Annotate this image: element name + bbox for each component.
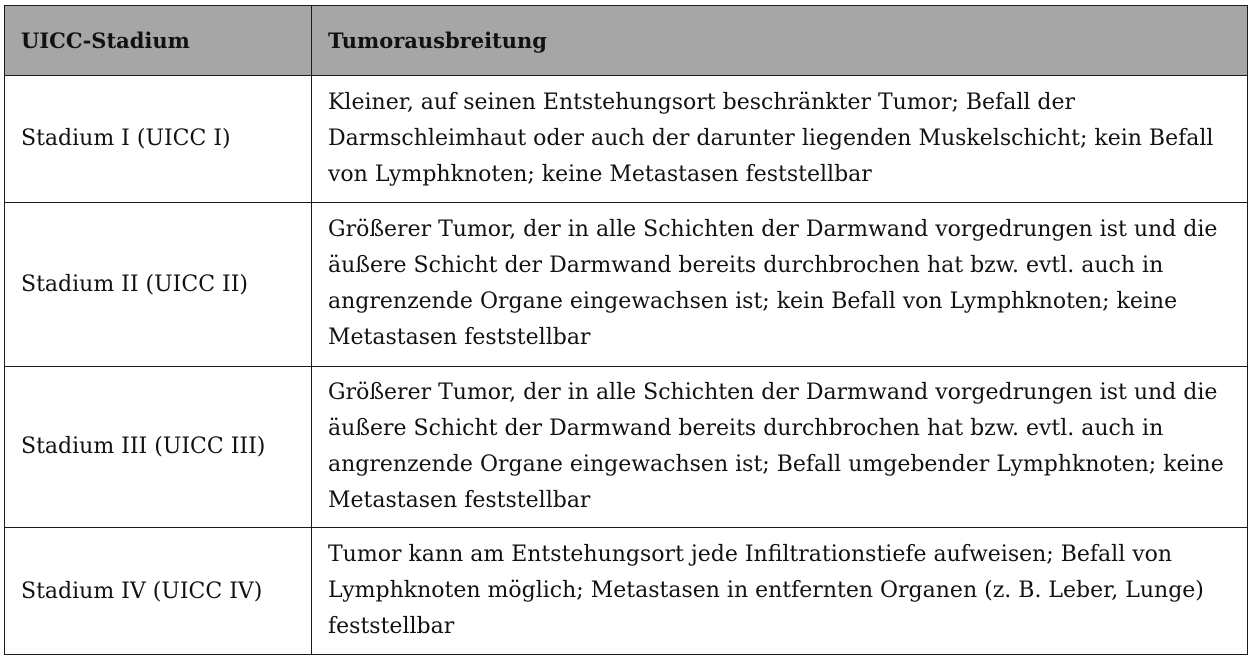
- stage-cell: Stadium I (UICC I): [5, 76, 312, 203]
- table-row: [5, 528, 1248, 655]
- description-cell: Größerer Tumor, der in alle Schichten der Darmwand vorgedrungen ist und die äußere Schicht der Darmwand bereits durchbrochen hat bzw. evtl. auch in angrenzende Organe eingewachsen ist; kein Befall von Lymphknoten; keine Metastasen feststellbar: [312, 202, 1248, 366]
- header-tumor-spread: Tumorausbreitung: [312, 6, 1248, 76]
- table-row: [5, 76, 1248, 203]
- table-header-row: [5, 6, 1248, 76]
- stage-cell: Stadium IV (UICC IV): [5, 528, 312, 655]
- table-row: [5, 202, 1248, 366]
- header-stage: UICC-Stadium: [5, 6, 312, 76]
- table-row: [5, 366, 1248, 528]
- stage-cell: Stadium III (UICC III): [5, 366, 312, 528]
- description-cell: Tumor kann am Entstehungsort jede Infiltrationstiefe aufweisen; Befall von Lymphknoten möglich; Metastasen in entfernten Organen (z. B. Leber, Lunge) feststellbar: [312, 528, 1248, 655]
- description-cell: Größerer Tumor, der in alle Schichten der Darmwand vorgedrungen ist und die äußere Schicht der Darmwand bereits durchbrochen hat bzw. evtl. auch in angrenzende Organe eingewachsen ist; Befall umgebender Lymphknoten; keine Metastasen feststellbar: [312, 366, 1248, 528]
- stage-cell: Stadium II (UICC II): [5, 202, 312, 366]
- description-cell: Kleiner, auf seinen Entstehungsort beschränkter Tumor; Befall der Darmschleimhaut oder auch der darunter liegenden Muskelschicht; kein Befall von Lymphknoten; keine Metastasen feststellbar: [312, 76, 1248, 203]
- uicc-staging-table: [4, 5, 1248, 655]
